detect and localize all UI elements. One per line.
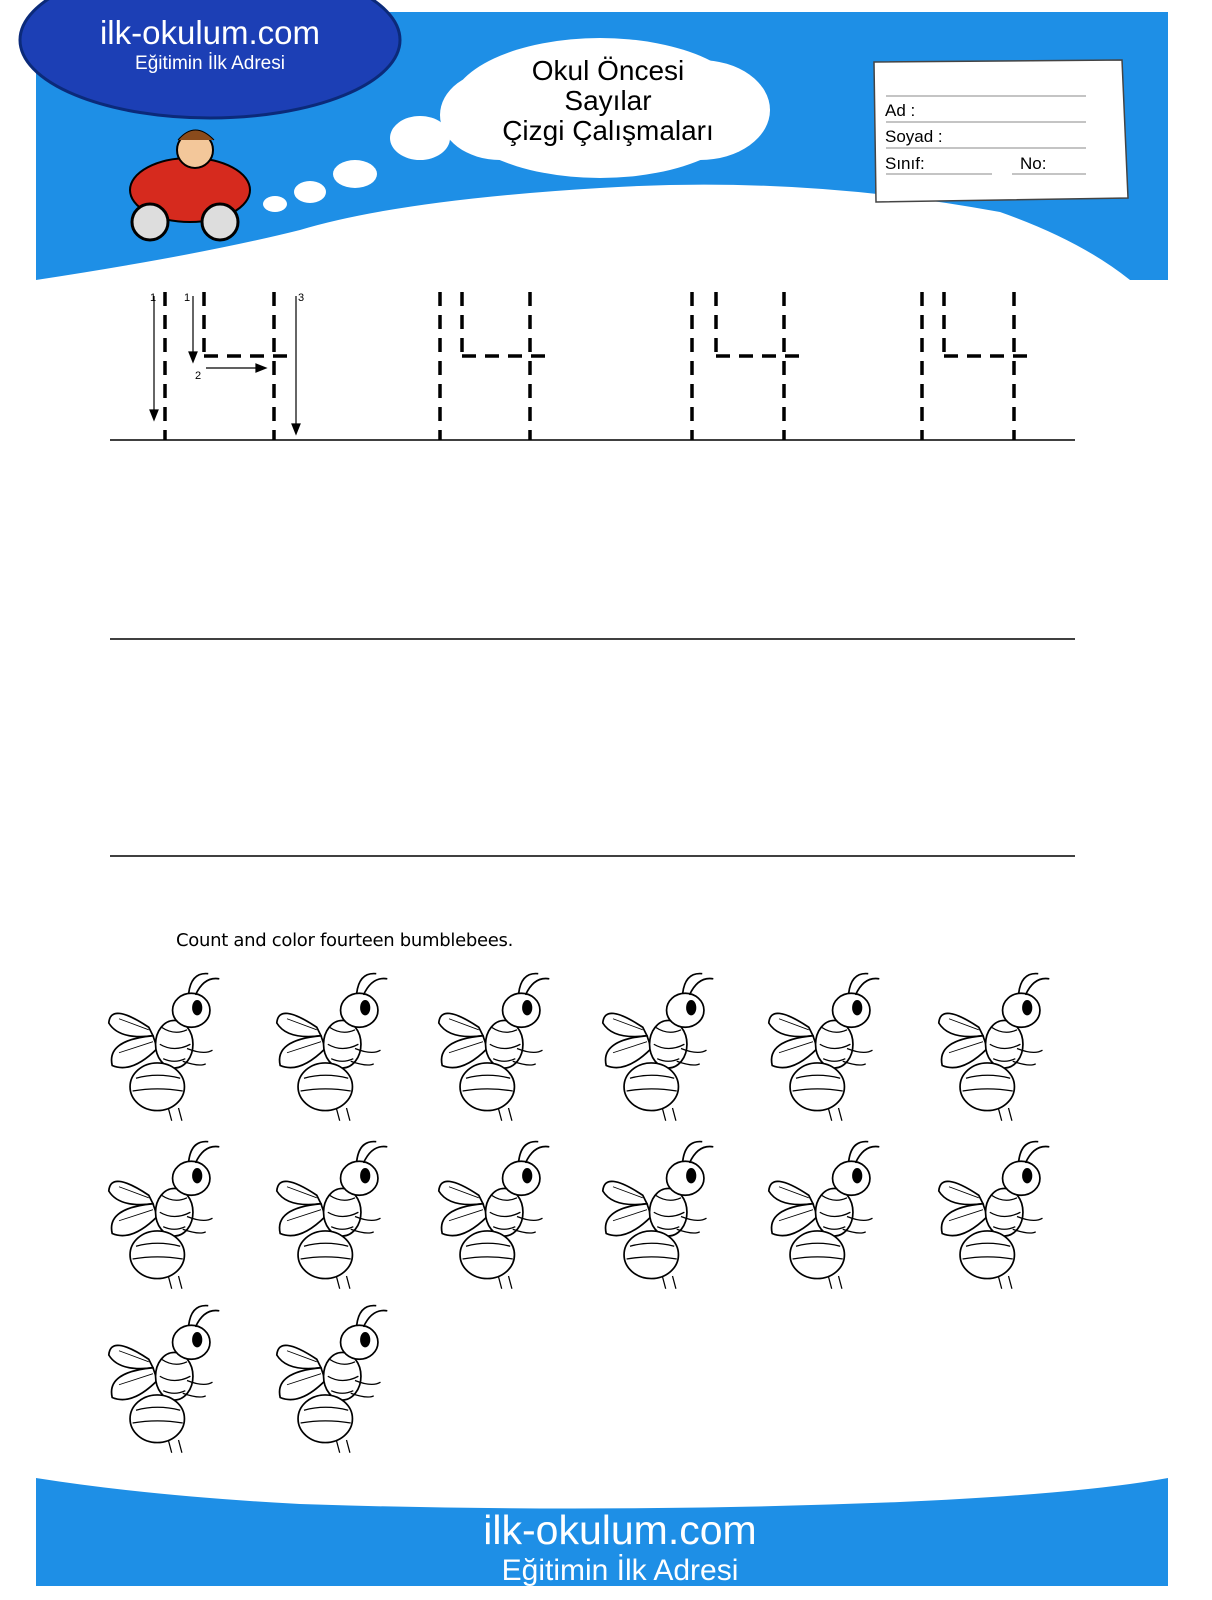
bee-illustration (109, 974, 220, 1121)
traceable-14-guide (165, 292, 292, 440)
class-field-label: Sınıf: (885, 154, 925, 173)
bee-illustration (603, 974, 714, 1121)
bee-illustration (769, 1142, 880, 1289)
bee-illustration (769, 974, 880, 1121)
stroke-number-3: 3 (298, 292, 305, 304)
stroke-arrows (150, 296, 300, 434)
bee-illustration (109, 1306, 220, 1453)
bee-illustration (939, 1142, 1050, 1289)
writing-lines (110, 440, 1075, 856)
title-line-2: Sayılar (564, 85, 652, 116)
bee-illustration (277, 974, 388, 1121)
bee-illustration (439, 974, 550, 1121)
student-info-card (872, 58, 1130, 204)
stroke-number-1a: 1 (150, 292, 157, 304)
footer-site-tagline: Eğitimin İlk Adresi (501, 1554, 739, 1587)
name-field-label: Ad : (885, 101, 916, 120)
bee-illustration (439, 1142, 550, 1289)
site-logo (60, 14, 360, 76)
activity-instruction: Count and color fourteen bumblebees. (176, 930, 514, 951)
title-line-1: Okul Öncesi (531, 55, 685, 86)
traceable-14-copies (440, 292, 1032, 440)
bee-illustration (603, 1142, 714, 1289)
stroke-number-1b: 1 (184, 292, 191, 304)
number-field-label: No: (1020, 154, 1047, 173)
footer-site-name: ilk-okulum.com (483, 1507, 757, 1553)
stroke-number-2: 2 (195, 370, 202, 382)
site-tagline: Eğitimin İlk Adresi (135, 53, 285, 74)
bee-illustration (939, 974, 1050, 1121)
surname-field-label: Soyad : (885, 127, 943, 146)
tracing-area (0, 280, 1212, 880)
bee-grid (0, 960, 1212, 1460)
title-line-3: Çizgi Çalışmaları (502, 115, 714, 146)
traceable-14-copy-2 (692, 292, 802, 440)
bee-illustration (277, 1306, 388, 1453)
bee-illustration (277, 1142, 388, 1289)
bee-illustration (109, 1142, 220, 1289)
site-name: ilk-okulum.com (99, 14, 321, 51)
footer-logo (380, 1507, 860, 1589)
worksheet-title (478, 56, 738, 146)
traceable-14-copy-1 (440, 292, 548, 440)
traceable-14-copy-3 (922, 292, 1032, 440)
